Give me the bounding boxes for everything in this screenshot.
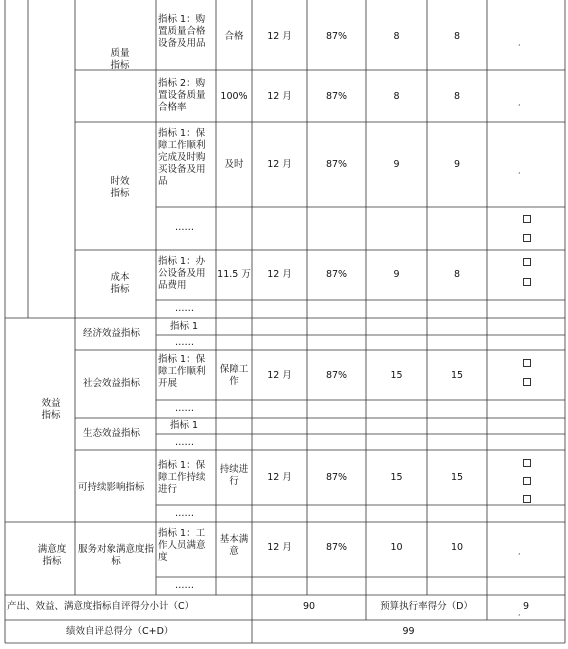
sub-satisfaction: 服务对象满意度指标 xyxy=(78,544,155,567)
indicator-period: 12 月 xyxy=(267,370,292,381)
checkbox[interactable] xyxy=(523,459,531,467)
checkbox[interactable] xyxy=(523,234,531,242)
etc-row: …… xyxy=(175,437,194,448)
subtotal-label: 产出、效益、满意度指标自评得分小计（C） xyxy=(7,601,195,612)
category-satisfaction: 满意度 指标 xyxy=(37,544,67,567)
indicator-score: 15 xyxy=(450,472,464,483)
indicator-score: 10 xyxy=(450,542,464,553)
sub-economic: 经济效益指标 xyxy=(83,328,141,339)
indicator-rate: 87% xyxy=(325,269,348,280)
indicator-score: 8 xyxy=(453,269,461,280)
category-cost: 成本 指标 xyxy=(110,272,130,295)
indicator-weight: 10 xyxy=(390,542,403,553)
etc-row: …… xyxy=(175,403,194,414)
indicator-rate: 87% xyxy=(325,370,348,381)
indicator-name: 指标 2：购置设备质量合格率 xyxy=(158,78,206,113)
indicator-value: 11.5 万 xyxy=(217,269,251,280)
indicator-name: 指标 1：办公设备及用品费用 xyxy=(158,256,206,291)
etc-row: …… xyxy=(175,508,194,519)
indicator-period: 12 月 xyxy=(267,472,292,483)
indicator-rate: 87% xyxy=(325,472,348,483)
checkbox[interactable] xyxy=(523,477,531,485)
indicator-name: 指标 1：工作人员满意度 xyxy=(158,528,206,563)
indicator-score: 9 xyxy=(453,159,461,170)
etc-row: …… xyxy=(175,222,194,233)
indicator-value: 持续进行 xyxy=(219,464,249,487)
cell-mark: , xyxy=(518,547,521,556)
indicator-period: 12 月 xyxy=(267,31,292,42)
indicator-name: 指标 1 xyxy=(170,321,199,332)
indicator-rate: 87% xyxy=(325,542,348,553)
sub-ecological: 生态效益指标 xyxy=(83,428,141,439)
etc-row: …… xyxy=(175,337,194,348)
indicator-name: 指标 1：购置质量合格设备及用品 xyxy=(158,14,206,49)
category-benefit: 效益 指标 xyxy=(41,398,61,421)
total-value: 99 xyxy=(402,626,415,637)
checkbox[interactable] xyxy=(523,215,531,223)
indicator-value: 及时 xyxy=(224,159,244,170)
indicator-weight: 9 xyxy=(393,269,400,280)
indicator-name: 指标 1 xyxy=(170,420,199,431)
total-label: 绩效自评总得分（C+D） xyxy=(66,626,174,637)
indicator-value: 基本满意 xyxy=(219,534,249,557)
indicator-score: 8 xyxy=(453,31,461,42)
checkbox[interactable] xyxy=(523,278,531,286)
indicator-weight: 8 xyxy=(393,91,400,102)
budget-label: 预算执行率得分（D） xyxy=(380,601,473,612)
checkbox[interactable] xyxy=(523,258,531,266)
indicator-period: 12 月 xyxy=(267,159,292,170)
indicator-rate: 87% xyxy=(325,91,348,102)
indicator-weight: 8 xyxy=(393,31,400,42)
etc-row: …… xyxy=(175,303,194,314)
indicator-period: 12 月 xyxy=(267,542,292,553)
indicator-name: 指标 1：保障工作持续进行 xyxy=(158,460,206,495)
indicator-weight: 15 xyxy=(390,472,403,483)
indicator-period: 12 月 xyxy=(267,91,292,102)
cell-mark: , xyxy=(518,608,521,617)
sub-social: 社会效益指标 xyxy=(83,378,141,389)
sub-sustainable: 可持续影响指标 xyxy=(78,482,145,493)
checkbox[interactable] xyxy=(523,359,531,367)
etc-row: …… xyxy=(175,580,194,591)
checkbox[interactable] xyxy=(523,495,531,503)
checkbox[interactable] xyxy=(523,378,531,386)
subtotal-value: 90 xyxy=(302,601,316,612)
indicator-rate: 87% xyxy=(325,31,348,42)
cell-mark: , xyxy=(518,98,521,107)
indicator-value: 合格 xyxy=(224,31,244,42)
indicator-name: 指标 1：保障工作顺利开展 xyxy=(158,354,206,389)
indicator-period: 12 月 xyxy=(267,269,292,280)
indicator-value: 100% xyxy=(220,91,248,102)
indicator-weight: 9 xyxy=(393,159,400,170)
indicator-score: 15 xyxy=(450,370,464,381)
indicator-name: 指标 1：保障工作顺利完成及时购买设备及用品 xyxy=(158,128,206,187)
cell-mark: , xyxy=(518,166,521,175)
indicator-weight: 15 xyxy=(390,370,403,381)
indicator-rate: 87% xyxy=(325,159,348,170)
category-timeliness: 时效 指标 xyxy=(110,176,130,199)
indicator-score: 8 xyxy=(453,91,461,102)
cell-mark: , xyxy=(518,38,521,47)
indicator-value: 保障工作 xyxy=(219,364,249,387)
category-quality: 质量 指标 xyxy=(110,48,130,71)
budget-value: 9 xyxy=(522,601,530,612)
